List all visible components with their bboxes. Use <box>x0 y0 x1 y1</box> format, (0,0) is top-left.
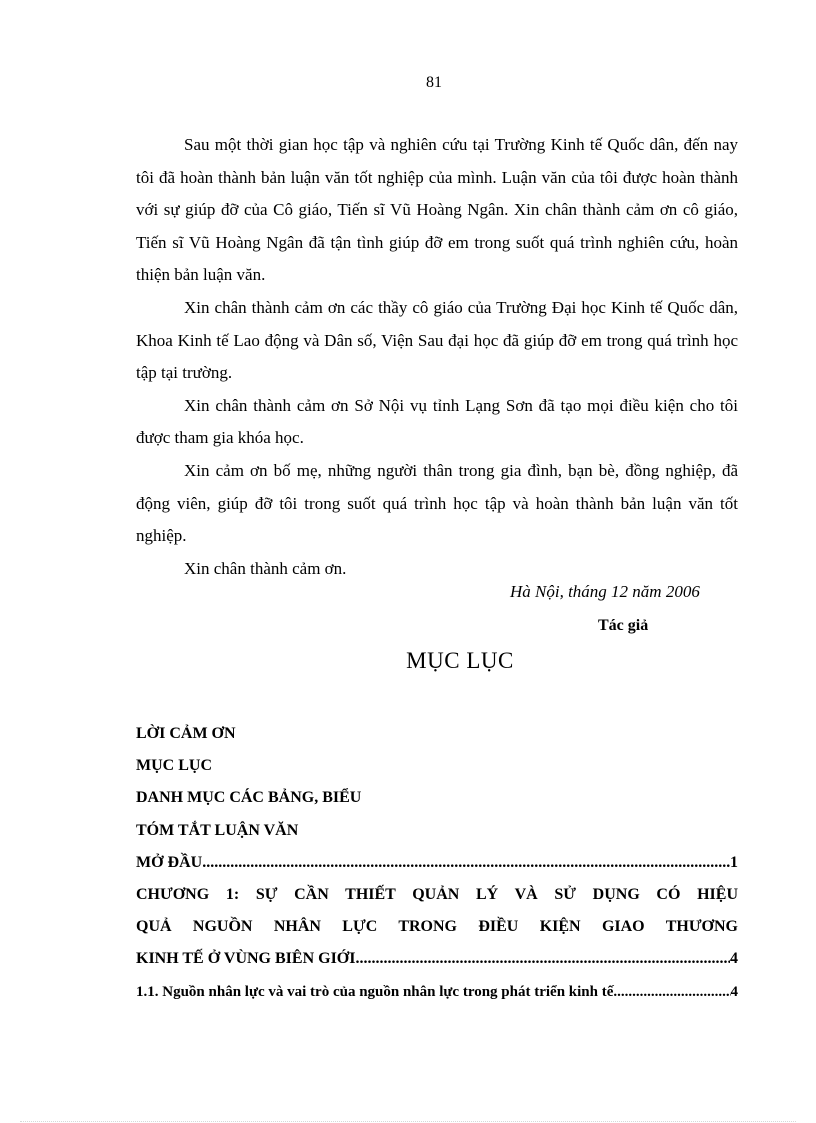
toc-entry-section-1-1 <box>136 976 738 1008</box>
toc-entry-label: MỞ ĐẦU <box>136 853 203 871</box>
toc-entry-chapter-1 <box>136 943 738 975</box>
toc-leader <box>202 847 730 879</box>
toc-title: MỤC LỤC <box>406 648 514 673</box>
toc-entry-label: 1.1. Nguồn nhân lực và vai trò của nguồn nhân lực trong phát triển kinh tế <box>136 983 614 1000</box>
paragraph: Xin cảm ơn bố mẹ, những người thân trong gia đình, bạn bè, đồng nghiệp, đã động viên, giúp đỡ tôi trong suốt quá trình học tập và hoàn thành bản luận văn tốt nghiệp. <box>136 460 738 546</box>
toc-item: LỜI CẢM ƠN <box>136 725 236 742</box>
paragraph: Xin chân thành cảm ơn Sở Nội vụ tỉnh Lạng Sơn đã tạo mọi điều kiện cho tôi được tham gia khóa học. <box>136 395 738 448</box>
toc-page-number: 4 <box>730 983 738 1000</box>
acknowledgement-body <box>136 129 738 585</box>
toc-item: MỤC LỤC <box>136 757 212 775</box>
toc-page-number: 4 <box>730 950 738 968</box>
toc-leader <box>355 943 730 975</box>
toc-item: DANH MỤC CÁC BẢNG, BIỂU <box>136 789 362 807</box>
toc-entry-label: KINH TẾ Ở VÙNG BIÊN GIỚI <box>136 950 356 968</box>
author-label: Tác giả <box>598 617 649 634</box>
toc-chapter-line: QUẢ NGUỒN NHÂN LỰC TRONG ĐIỀU KIỆN GIAO THƯƠNG <box>136 918 738 936</box>
paragraph: Xin chân thành cảm ơn. <box>184 558 347 578</box>
page-bottom-rule <box>20 1121 796 1122</box>
toc-entry-intro <box>136 847 738 879</box>
toc-chapter-line: CHƯƠNG 1: SỰ CẦN THIẾT QUẢN LÝ VÀ SỬ DỤNG CÓ HIỆU <box>136 886 738 904</box>
toc-leader <box>613 976 730 1008</box>
toc-page-number: 1 <box>730 853 738 871</box>
page-number: 81 <box>426 74 442 91</box>
place-date: Hà Nội, tháng 12 năm 2006 <box>510 582 700 601</box>
table-of-contents <box>136 718 738 1008</box>
paragraph: Xin chân thành cảm ơn các thầy cô giáo của Trường Đại học Kinh tế Quốc dân, Khoa Kinh tế Lao động và Dân số, Viện Sau đại học đã giúp đỡ em trong quá trình học tập tại trường. <box>136 297 738 383</box>
toc-item: TÓM TẮT LUẬN VĂN <box>136 821 299 839</box>
paragraph: Sau một thời gian học tập và nghiên cứu tại Trường Kinh tế Quốc dân, đến nay tôi đã hoàn thành bản luận văn tốt nghiệp của mình. Luận văn của tôi được hoàn thành với sự giúp đỡ của Cô giáo, Tiến sĩ Vũ Hoàng Ngân. Xin chân thành cảm ơn cô giáo, Tiến sĩ Vũ Hoàng Ngân đã tận tình giúp đỡ em trong suốt quá trình nghiên cứu, hoàn thiện bản luận văn. <box>136 135 738 285</box>
